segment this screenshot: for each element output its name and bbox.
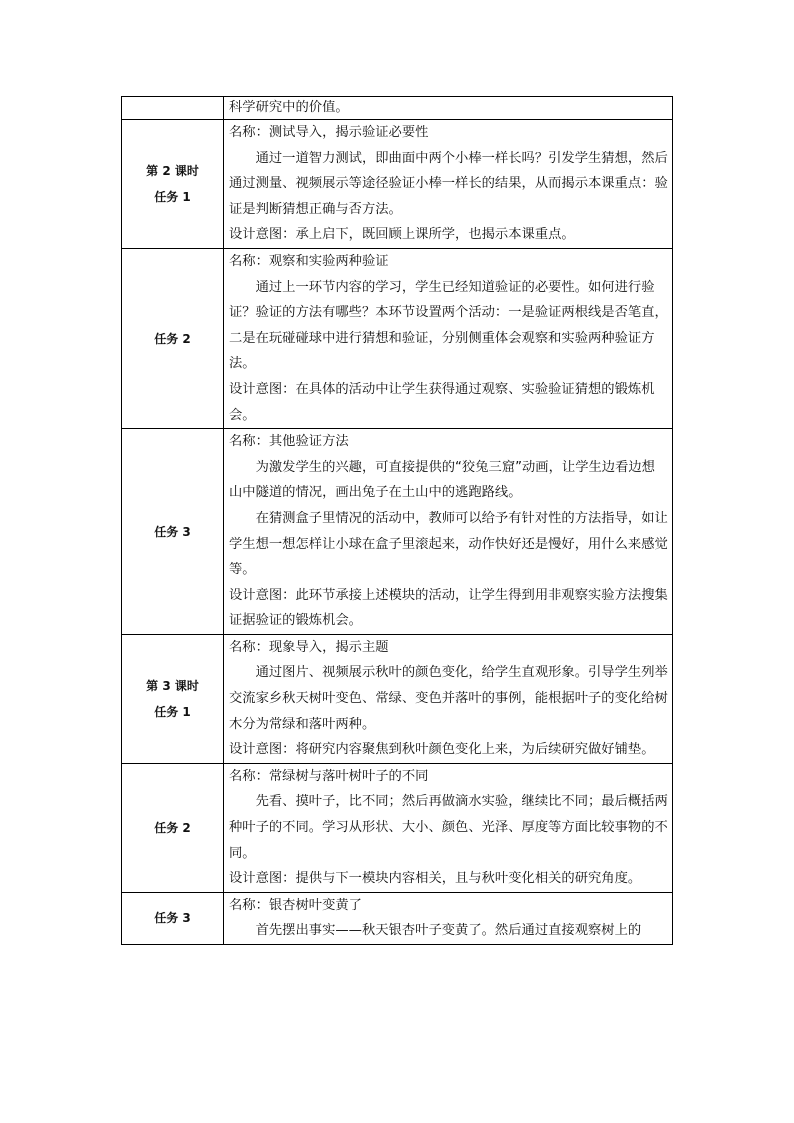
content-paragraph: 名称：观察和实验两种验证 — [229, 253, 389, 269]
content-paragraph: 名称：常绿树与落叶树叶子的不同 — [229, 768, 429, 784]
content-paragraph: 先看、摸叶子，比不同；然后再做滴水实验，继续比不同；最后概括两种叶子的不同。学习从形状、大小、颜色、光泽、厚度等方面比较事物的不同。 — [229, 794, 668, 861]
content-paragraph: 为激发学生的兴趣，可直接提供的“狡兔三窟”动画，让学生边看边想山中隧道的情况，画出兔子在土山中的逃跑路线。 — [229, 459, 655, 501]
lesson-plan-body — [122, 97, 673, 945]
content-paragraph: 通过一道智力测试，即曲面中两个小棒一样长吗？引发学生猜想，然后通过测量、视频展示等途径验证小棒一样长的结果，从而揭示本课重点：验证是判断猜想正确与否方法。 — [229, 150, 668, 217]
table-row — [122, 634, 673, 763]
task-content-cell — [224, 120, 673, 249]
task-label-cell — [122, 248, 224, 428]
content-paragraph: 科学研究中的价值。 — [229, 100, 349, 115]
task-content-cell — [224, 892, 673, 944]
task-content-cell — [224, 763, 673, 892]
content-paragraph: 首先摆出事实——秋天银杏叶子变黄了。然后通过直接观察树上的 — [255, 923, 642, 939]
task-label-cell — [122, 763, 224, 892]
content-paragraph: 通过图片、视频展示秋叶的颜色变化，给学生直观形象。引导学生列举交流家乡秋天树叶变色、常绿、变色并落叶的事例，能根据叶子的变化给树木分为常绿和落叶两种。 — [229, 665, 668, 732]
task-label: 第 3 课时 — [146, 678, 199, 693]
table-row — [122, 120, 673, 249]
table-row — [122, 248, 673, 428]
content-paragraph: 名称：现象导入，揭示主题 — [229, 639, 389, 655]
task-content-cell — [224, 248, 673, 428]
task-label: 任务 2 — [154, 331, 191, 346]
task-content-cell — [224, 97, 673, 120]
task-label: 任务 3 — [154, 911, 191, 926]
task-label: 任务 2 — [154, 820, 191, 835]
task-label: 任务 1 — [154, 704, 191, 719]
task-label-cell — [122, 892, 224, 944]
task-label-cell — [122, 429, 224, 635]
task-content-cell — [224, 634, 673, 763]
task-label: 第 2 课时 — [146, 163, 199, 178]
content-paragraph: 设计意图：在具体的活动中让学生获得通过观察、实验验证猜想的锻炼机会。 — [229, 381, 655, 423]
task-label-cell — [122, 97, 224, 120]
table-row — [122, 763, 673, 892]
content-paragraph: 设计意图：提供与下一模块内容相关，且与秋叶变化相关的研究角度。 — [229, 871, 642, 887]
content-paragraph: 名称：银杏树叶变黄了 — [229, 897, 362, 913]
task-label: 任务 1 — [154, 189, 191, 204]
table-row — [122, 429, 673, 635]
content-paragraph: 名称：其他验证方法 — [229, 434, 349, 450]
task-label-cell — [122, 634, 224, 763]
content-paragraph: 名称：测试导入，揭示验证必要性 — [229, 125, 429, 140]
content-paragraph: 设计意图：将研究内容聚焦到秋叶颜色变化上来，为后续研究做好铺垫。 — [229, 742, 655, 758]
lesson-plan-table — [121, 96, 673, 945]
content-paragraph: 通过上一环节内容的学习，学生已经知道验证的必要性。如何进行验证？验证的方法有哪些？本环节设置两个活动：一是验证两根线是否笔直，二是在玩碰碰球中进行猜想和验证，分别侧重体会观察和实验两种验证方法。 — [229, 279, 668, 372]
task-content-cell — [224, 429, 673, 635]
content-paragraph: 在猜测盒子里情况的活动中，教师可以给予有针对性的方法指导，如让学生想一想怎样让小球在盒子里滚起来，动作快好还是慢好，用什么来感觉等。 — [229, 510, 668, 578]
table-row — [122, 892, 673, 944]
table-row — [122, 97, 673, 120]
content-paragraph: 设计意图：此环节承接上述模块的活动，让学生得到用非观察实验方法搜集证据验证的锻炼机会。 — [229, 587, 668, 629]
task-label-cell — [122, 120, 224, 249]
content-paragraph: 设计意图：承上启下，既回顾上课所学，也揭示本课重点。 — [229, 227, 575, 243]
task-label: 任务 3 — [154, 524, 191, 539]
